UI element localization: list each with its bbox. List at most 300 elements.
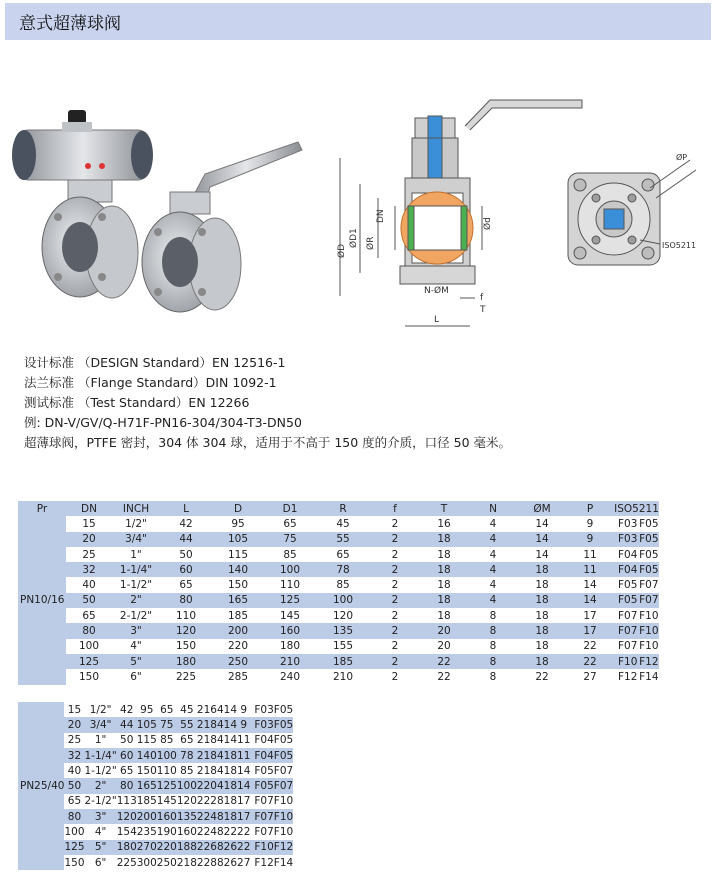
table-cell: 4 — [468, 593, 518, 608]
table-cell: 8 — [489, 640, 497, 653]
table-cell: 100 — [156, 749, 177, 762]
table-cell: F07 — [254, 795, 274, 808]
table-cell: 154 — [116, 826, 137, 839]
table-cell: 150 — [64, 856, 85, 869]
table-cell: 18 — [437, 548, 451, 561]
table-cell: 1-1/4" — [112, 562, 160, 577]
table-cell: 85 — [180, 764, 194, 777]
table-cell: 4 — [216, 749, 224, 762]
table-cell: 225 — [175, 670, 197, 683]
table-cell: 2 — [370, 654, 420, 669]
table-cell: 1" — [130, 548, 142, 561]
table-cell: 78 — [316, 562, 370, 577]
table-cell: F05 — [273, 749, 294, 762]
table-cell: 50 — [66, 593, 112, 608]
table-cell: 65 — [160, 703, 174, 716]
table-cell: 65 — [180, 734, 194, 747]
table-cell: 18 — [223, 780, 238, 793]
spec-table-pn10-16 — [18, 501, 659, 685]
table-cell: 4" — [130, 640, 142, 653]
table-cell: 110 — [156, 764, 177, 777]
table-cell: 2 — [196, 703, 204, 716]
table-cell: 22 — [203, 795, 217, 808]
table-cell: 22 — [223, 826, 238, 839]
table-cell: 18 — [420, 532, 468, 547]
table-cell: 15 — [82, 517, 96, 530]
table-cell: 11 — [237, 734, 251, 747]
table-cell: 235 — [136, 826, 157, 839]
table-cell: 25 — [82, 548, 96, 561]
label-d: Ød — [483, 217, 493, 230]
table-cell: 55 — [177, 717, 197, 732]
table-cell: 145 — [156, 795, 177, 808]
table-row — [18, 669, 659, 684]
table-cell: 9 — [566, 532, 614, 547]
table-cell: 16 — [437, 517, 451, 530]
table-cell: 1/2" — [89, 703, 112, 716]
table-cell: 165 — [136, 780, 157, 793]
page-title: 意式超薄球阀 — [19, 14, 121, 34]
table-cell: 14 — [566, 593, 614, 608]
label-od: ØD — [337, 243, 347, 258]
table-cell: 140 — [212, 562, 264, 577]
table-cell: 300 — [136, 856, 157, 869]
table-cell: 85 — [160, 734, 174, 747]
table-cell: 2 — [370, 562, 420, 577]
table-cell: 95 — [140, 703, 154, 716]
table-cell: 160 — [176, 826, 197, 839]
table-cell: F05 — [639, 548, 659, 561]
table-cell: 2 — [391, 517, 399, 530]
table-cell: 2 — [196, 780, 204, 793]
table-cell: 3" — [112, 623, 160, 638]
table-cell: 188 — [176, 841, 197, 854]
table-cell: 8 — [216, 856, 224, 869]
table-cell: F12 — [254, 856, 274, 869]
table-cell: 16 — [203, 703, 217, 716]
table-cell: 50 — [64, 778, 84, 793]
table-cell: 8 — [468, 623, 518, 638]
table-cell: 6" — [94, 856, 107, 869]
table-cell: 2 — [391, 670, 399, 683]
table-cell: 80 — [64, 809, 84, 824]
table-cell: F05 — [639, 563, 659, 576]
table-cell: 17 — [237, 795, 251, 808]
table-cell: 65 — [179, 579, 193, 592]
table-cell: 80 — [117, 778, 137, 793]
table-cell: 210 — [332, 670, 354, 683]
table-cell: F07 — [273, 764, 294, 777]
table-cell: 2-1/2" — [84, 795, 117, 808]
col-header: ØM — [518, 501, 566, 516]
table-cell: F05 — [618, 579, 638, 592]
table-cell: 125 — [264, 593, 316, 608]
table-cell: 22 — [583, 640, 597, 653]
table-cell: 185 — [316, 654, 370, 669]
table-cell: 2" — [112, 593, 160, 608]
table-row — [18, 593, 659, 608]
table-cell: 25 — [67, 734, 82, 747]
table-cell: 145 — [279, 609, 301, 622]
table-row — [18, 623, 659, 638]
table-cell: F10 — [250, 840, 273, 855]
col-header: D1 — [264, 501, 316, 516]
table-cell: 60 — [160, 562, 212, 577]
table-cell: 180 — [279, 640, 301, 653]
table-cell: 1" — [94, 734, 107, 747]
table-cell: 2 — [370, 532, 420, 547]
label-or: ØR — [366, 236, 376, 250]
table-cell: F04 — [614, 562, 639, 577]
table-row — [18, 608, 659, 623]
table-cell: 20 — [437, 640, 451, 653]
spec-line: 例: DN-V/GV/Q-H71F-PN16-304/304-T3-DN50 — [24, 415, 302, 430]
table-cell: 18 — [535, 640, 549, 653]
table-cell: 65 — [67, 795, 82, 808]
table-cell: 2 — [196, 810, 204, 823]
table-cell: 135 — [176, 810, 197, 823]
table-cell: 6" — [130, 670, 142, 683]
table-cell: 2 — [196, 795, 204, 808]
table-cell: F14 — [639, 670, 659, 683]
table-cell: 113 — [116, 795, 137, 808]
table-cell: 270 — [136, 841, 157, 854]
table-cell: 2-1/2" — [119, 609, 153, 622]
table-cell: F10 — [273, 795, 294, 808]
table-cell: 80 — [66, 623, 112, 638]
table-cell: 155 — [332, 640, 354, 653]
table-cell: 125 — [156, 780, 177, 793]
table-cell: 2 — [196, 841, 204, 854]
col-header: DN — [66, 501, 112, 516]
table-cell: 3/4" — [85, 717, 117, 732]
table-cell: 100 — [78, 640, 100, 653]
table-cell: 18 — [518, 654, 566, 669]
table-row — [18, 516, 659, 531]
table-row — [18, 702, 293, 717]
table-cell: 22 — [437, 670, 451, 683]
table-cell: 4 — [216, 780, 224, 793]
table-cell: 65 — [336, 548, 350, 561]
table-cell: F03 — [254, 703, 274, 716]
table-cell: F12 — [639, 655, 659, 668]
table-cell: 220 — [156, 841, 177, 854]
table-cell: 18 — [420, 562, 468, 577]
table-cell: 22 — [237, 841, 251, 854]
table-cell: 190 — [156, 826, 177, 839]
table-cell: 24 — [203, 810, 217, 823]
table-cell: 18 — [518, 593, 566, 608]
table-row — [18, 532, 659, 547]
table-cell: 78 — [177, 748, 197, 763]
table-cell: 85 — [283, 548, 297, 561]
table-cell: 2 — [391, 548, 399, 561]
col-header: N — [468, 501, 518, 516]
table-cell: 27 — [583, 670, 597, 683]
table-cell: 18 — [518, 623, 566, 638]
table-cell: 14 — [223, 734, 238, 747]
table-cell: 2 — [370, 593, 420, 608]
spec-line: 设计标准 （DESIGN Standard）EN 12516-1 — [24, 355, 286, 370]
table-cell: 45 — [336, 517, 350, 530]
table-cell: 40 — [82, 579, 96, 592]
label-nom: N-ØM — [424, 286, 449, 296]
table-cell: 2 — [196, 826, 204, 839]
table-cell: F10 — [639, 609, 659, 622]
table-cell: 4 — [216, 734, 224, 747]
col-header: INCH — [112, 501, 160, 516]
table-cell: 4 — [216, 718, 224, 731]
table-cell: 2 — [196, 764, 204, 777]
table-cell: 11 — [237, 749, 251, 762]
table-cell: 185 — [227, 609, 249, 622]
label-iso: ISO5211 — [662, 241, 697, 250]
table-cell: 125 — [64, 841, 85, 854]
table-cell: 4 — [216, 764, 224, 777]
valve-top-view-drawing — [560, 148, 705, 273]
table-cell: F12 — [618, 670, 638, 683]
pressure-class-cell: PN25/40 — [18, 702, 64, 870]
table-cell: 105 — [136, 718, 157, 731]
col-header: f — [370, 501, 420, 516]
col-header: Pr — [18, 501, 66, 516]
table-cell: 2 — [196, 718, 204, 731]
table-cell: 2 — [370, 623, 420, 638]
table-cell: 180 — [160, 654, 212, 669]
table-cell: F03 — [614, 532, 639, 547]
table-cell: 11 — [566, 562, 614, 577]
table-row — [18, 547, 659, 562]
table-cell: 210 — [264, 654, 316, 669]
table-cell: 95 — [231, 517, 245, 530]
table-cell: 17 — [237, 810, 251, 823]
table-cell: 225 — [116, 856, 137, 869]
table-cell: 5" — [112, 654, 160, 669]
table-cell: 20 — [203, 780, 217, 793]
table-row — [18, 639, 659, 654]
label-od1: ØD1 — [349, 228, 359, 248]
table-cell: 18 — [437, 579, 451, 592]
table-cell: 9 — [586, 517, 594, 530]
table-cell: 26 — [223, 856, 238, 869]
table-cell: F07 — [639, 594, 659, 607]
table-cell: 17 — [583, 609, 597, 622]
col-header: P — [566, 501, 614, 516]
table-cell: 135 — [316, 623, 370, 638]
spec-line: 超薄球阀，PTFE 密封，304 体 304 球，适用于不高于 150 度的介质，口径 50 毫米。 — [24, 435, 512, 450]
table-cell: 26 — [203, 841, 217, 854]
table-cell: 15 — [67, 703, 82, 716]
table-cell: 4 — [489, 517, 497, 530]
table-cell: 120 — [176, 795, 197, 808]
table-cell: 220 — [227, 640, 249, 653]
label-dp: ØP — [676, 153, 688, 162]
table-header-row — [18, 501, 659, 516]
table-cell: F04 — [618, 548, 638, 561]
table-cell: F05 — [254, 764, 274, 777]
table-cell: 65 — [120, 764, 134, 777]
table-cell: F07 — [618, 609, 638, 622]
table-cell: 18 — [437, 609, 451, 622]
table-cell: 140 — [136, 749, 157, 762]
spec-text-block — [24, 353, 704, 453]
table-cell: 105 — [212, 532, 264, 547]
table-cell: 65 — [283, 517, 297, 530]
table-cell: 150 — [175, 640, 197, 653]
spec-table-pn25-40 — [18, 702, 293, 870]
table-cell: 18 — [203, 749, 217, 762]
table-cell: 11 — [583, 548, 597, 561]
table-cell: 2" — [85, 778, 117, 793]
pressure-class-cell: PN10/16 — [18, 516, 66, 684]
table-cell: F07 — [614, 623, 639, 638]
table-cell: 18 — [420, 593, 468, 608]
table-cell: 14 — [583, 579, 597, 592]
table-cell: 18 — [223, 795, 238, 808]
table-cell: F05 — [614, 593, 639, 608]
table-cell: 150 — [78, 670, 100, 683]
col-header: T — [420, 501, 468, 516]
table-cell: 14 — [535, 517, 549, 530]
table-cell: 18 — [223, 810, 238, 823]
valve-section-drawing — [320, 88, 590, 328]
table-cell: 125 — [66, 654, 112, 669]
label-l: L — [434, 315, 440, 325]
col-header: L — [160, 501, 212, 516]
table-cell: 14 — [223, 703, 238, 716]
table-cell: 2 — [196, 749, 204, 762]
table-row — [18, 654, 659, 669]
table-cell: 22 — [535, 670, 549, 683]
table-cell: 3" — [85, 809, 117, 824]
table-cell: 240 — [279, 670, 301, 683]
table-cell: 44 — [160, 532, 212, 547]
table-cell: 1-1/2" — [84, 764, 117, 777]
table-cell: 45 — [180, 703, 194, 716]
table-cell: 18 — [518, 562, 566, 577]
table-cell: 18 — [535, 579, 549, 592]
table-cell: 100 — [316, 593, 370, 608]
table-cell: 24 — [203, 826, 217, 839]
table-cell: 28 — [203, 856, 217, 869]
table-cell: 18 — [535, 609, 549, 622]
table-cell: 150 — [136, 764, 157, 777]
table-cell: F04 — [254, 734, 274, 747]
table-cell: F14 — [273, 856, 294, 869]
table-cell: 4 — [489, 548, 497, 561]
table-cell: 100 — [64, 826, 85, 839]
table-cell: 20 — [66, 532, 112, 547]
table-cell: 14 — [518, 532, 566, 547]
table-cell: F07 — [639, 579, 659, 592]
table-cell: 32 — [66, 562, 112, 577]
table-cell: 18 — [203, 764, 217, 777]
table-cell: 2 — [391, 609, 399, 622]
table-cell: F03 — [618, 517, 638, 530]
table-cell: 14 — [535, 548, 549, 561]
table-cell: 120 — [332, 609, 354, 622]
table-cell: 27 — [237, 856, 251, 869]
table-cell: 32 — [64, 748, 84, 763]
table-cell: F03 — [250, 717, 273, 732]
table-cell: 8 — [216, 841, 224, 854]
table-cell: 115 — [227, 548, 249, 561]
table-cell: 180 — [116, 841, 137, 854]
table-cell: 2 — [196, 734, 204, 747]
table-cell: 18 — [223, 749, 238, 762]
table-cell: 75 — [264, 532, 316, 547]
label-dn: DN — [376, 209, 386, 223]
table-cell: 110 — [279, 579, 301, 592]
table-cell: 8 — [468, 654, 518, 669]
table-cell: 250 — [156, 856, 177, 869]
label-t: T — [480, 305, 486, 315]
table-cell: 160 — [156, 810, 177, 823]
table-row — [18, 562, 659, 577]
spec-line: 法兰标准 （Flange Standard）DIN 1092-1 — [24, 375, 277, 390]
table-cell: F07 — [273, 780, 294, 793]
table-cell: F04 — [250, 748, 273, 763]
table-cell: F05 — [250, 778, 273, 793]
table-cell: F05 — [273, 703, 294, 716]
table-cell: F10 — [639, 640, 659, 653]
table-cell: 14 — [237, 780, 251, 793]
table-cell: 285 — [227, 670, 249, 683]
table-cell: 160 — [264, 623, 316, 638]
table-cell: 8 — [216, 810, 224, 823]
table-cell: 42 — [179, 517, 193, 530]
table-cell: F10 — [614, 654, 639, 669]
table-cell: 44 — [117, 717, 137, 732]
table-cell: 4 — [216, 703, 224, 716]
table-cell: 14 — [223, 718, 238, 731]
table-cell: 9 — [240, 703, 248, 716]
table-cell: 75 — [157, 717, 177, 732]
table-cell: 1/2" — [125, 517, 147, 530]
table-cell: 200 — [212, 623, 264, 638]
col-header: D — [212, 501, 264, 516]
table-cell: 50 — [179, 548, 193, 561]
table-cell: 4 — [468, 532, 518, 547]
table-cell: 8 — [489, 670, 497, 683]
table-cell: F07 — [250, 809, 273, 824]
table-cell: 200 — [136, 810, 157, 823]
table-cell: 185 — [136, 795, 157, 808]
table-cell: 22 — [566, 654, 614, 669]
table-cell: 65 — [82, 609, 96, 622]
table-cell: F05 — [639, 517, 659, 530]
table-cell: 4 — [468, 562, 518, 577]
table-cell: 80 — [160, 593, 212, 608]
table-cell: 1-1/4" — [84, 749, 117, 762]
table-cell: 8 — [216, 826, 224, 839]
table-cell: 120 — [116, 810, 137, 823]
table-cell: F07 — [254, 826, 274, 839]
table-cell: 2 — [196, 856, 204, 869]
table-cell: F05 — [273, 718, 294, 731]
table-cell: 100 — [176, 780, 197, 793]
col-header: R — [316, 501, 370, 516]
table-cell: F07 — [618, 640, 638, 653]
table-cell: 55 — [316, 532, 370, 547]
table-cell: 26 — [223, 841, 238, 854]
table-cell: 165 — [212, 593, 264, 608]
table-cell: 18 — [203, 718, 217, 731]
spec-line: 测试标准 （Test Standard）EN 12266 — [24, 395, 250, 410]
table-cell: 18 — [223, 764, 238, 777]
table-cell: F10 — [273, 810, 294, 823]
table-cell: 2 — [391, 640, 399, 653]
